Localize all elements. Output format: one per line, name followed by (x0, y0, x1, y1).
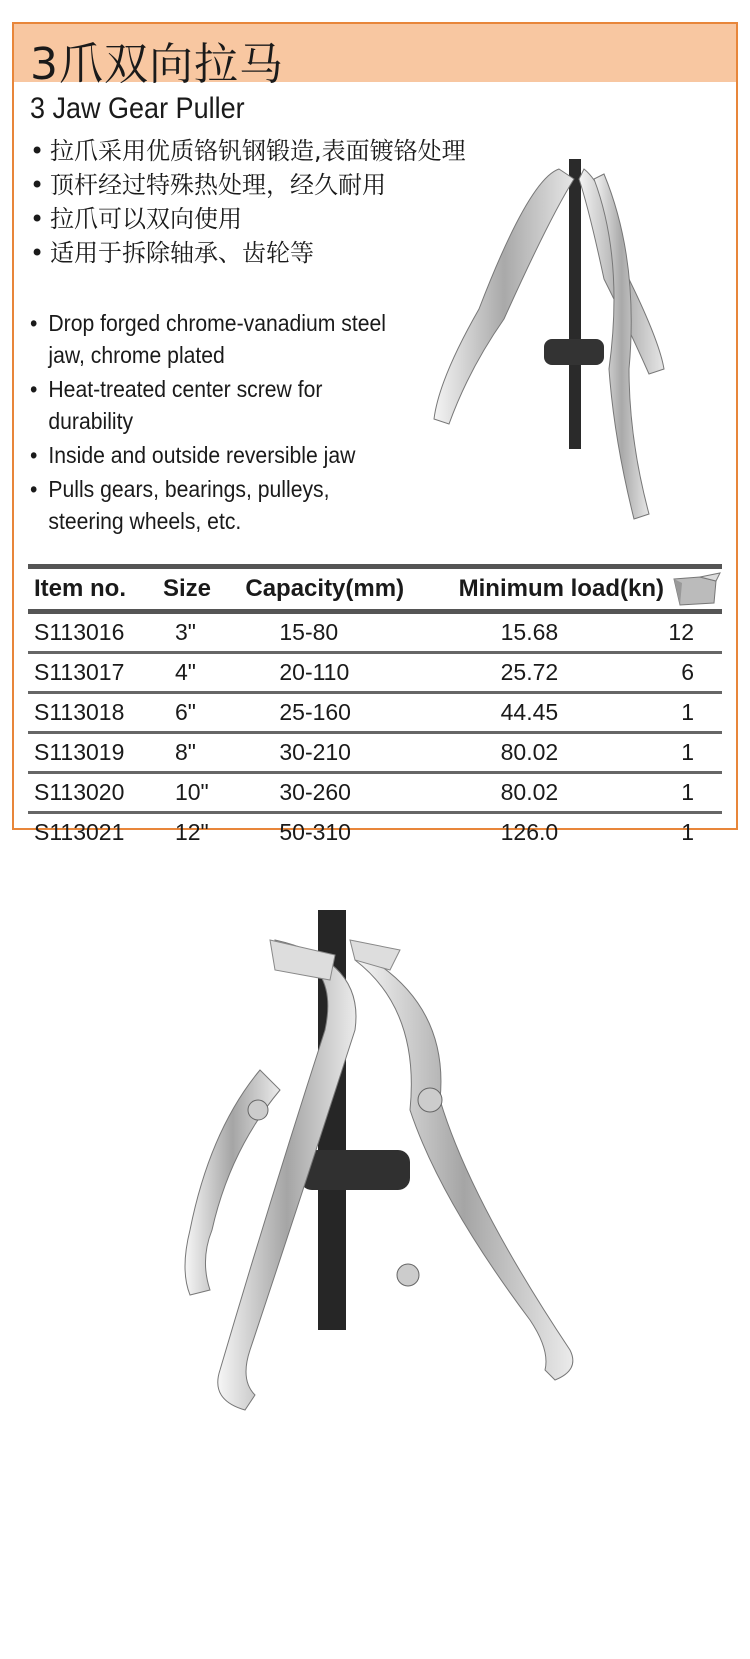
feature-cn: • 拉爪可以双向使用 (30, 202, 470, 236)
table-row (28, 733, 722, 773)
cell-capacity: 20-110 (239, 653, 452, 693)
cell-qty: 1 (664, 693, 722, 733)
col-capacity: Capacity(mm) (239, 567, 452, 612)
cell-size: 8" (157, 733, 239, 773)
title-en: 3 Jaw Gear Puller (30, 92, 245, 125)
cell-load: 126.0 (500, 819, 559, 845)
col-carton (664, 567, 722, 612)
gear-puller-image-small (409, 139, 709, 539)
table-row (28, 773, 722, 813)
table-row (28, 693, 722, 733)
cell-size: 12" (174, 819, 209, 845)
cell-load: 15.68 (453, 612, 664, 653)
col-item-no: Item no. (28, 567, 157, 612)
cell-item: S113018 (28, 693, 157, 733)
feature-cn: • 顶杆经过特殊热处理，经久耐用 (30, 168, 470, 202)
col-size: Size (157, 567, 239, 612)
feature-en: • Drop forged chrome-vanadium steel jaw, chrome plated (30, 307, 398, 371)
cell-capacity: 30-210 (239, 733, 452, 773)
feature-cn: • 拉爪采用优质铬钒钢锻造,表面镀铬处理 (30, 134, 470, 168)
cell-size: 6" (157, 693, 239, 733)
spec-table (28, 564, 722, 851)
cell-size: 3" (157, 612, 239, 653)
table-row (28, 813, 722, 852)
cell-capacity: 30-260 (239, 773, 452, 813)
cell-item: S113019 (28, 733, 157, 773)
table-row (28, 612, 722, 653)
cell-size: 10" (157, 773, 239, 813)
box-icon (670, 571, 722, 607)
cell-qty: 6 (664, 653, 722, 693)
table-row (28, 653, 722, 693)
cell-item: S113016 (28, 612, 157, 653)
cell-size: 4" (157, 653, 239, 693)
cell-capacity: 25-160 (239, 693, 452, 733)
col-min-load: Minimum load(kn) (453, 567, 664, 612)
cell-item: S113021 (34, 819, 125, 845)
feature-cn: • 适用于拆除轴承、齿轮等 (30, 236, 470, 270)
cell-load: 80.02 (453, 733, 664, 773)
features-en (30, 307, 398, 539)
feature-en: • Inside and outside reversible jaw (30, 439, 398, 471)
title-cn: 3爪双向拉马 (30, 39, 284, 90)
features-cn (30, 134, 470, 270)
gear-puller-image-large (150, 900, 600, 1420)
cell-item: S113017 (28, 653, 157, 693)
cell-qty: 12 (664, 612, 722, 653)
cell-capacity: 50-310 (279, 819, 351, 845)
cell-load: 44.45 (453, 693, 664, 733)
title-band (14, 24, 736, 90)
cell-qty: 1 (681, 819, 694, 845)
cell-load: 25.72 (453, 653, 664, 693)
feature-en: • Heat-treated center screw for durability (30, 373, 398, 437)
cell-qty: 1 (664, 733, 722, 773)
feature-en: • Pulls gears, bearings, pulleys, steering wheels, etc. (30, 473, 398, 537)
cell-capacity: 15-80 (239, 612, 452, 653)
cell-load: 80.02 (453, 773, 664, 813)
product-card (12, 22, 738, 845)
cell-item: S113020 (28, 773, 157, 813)
cell-qty: 1 (664, 773, 722, 813)
